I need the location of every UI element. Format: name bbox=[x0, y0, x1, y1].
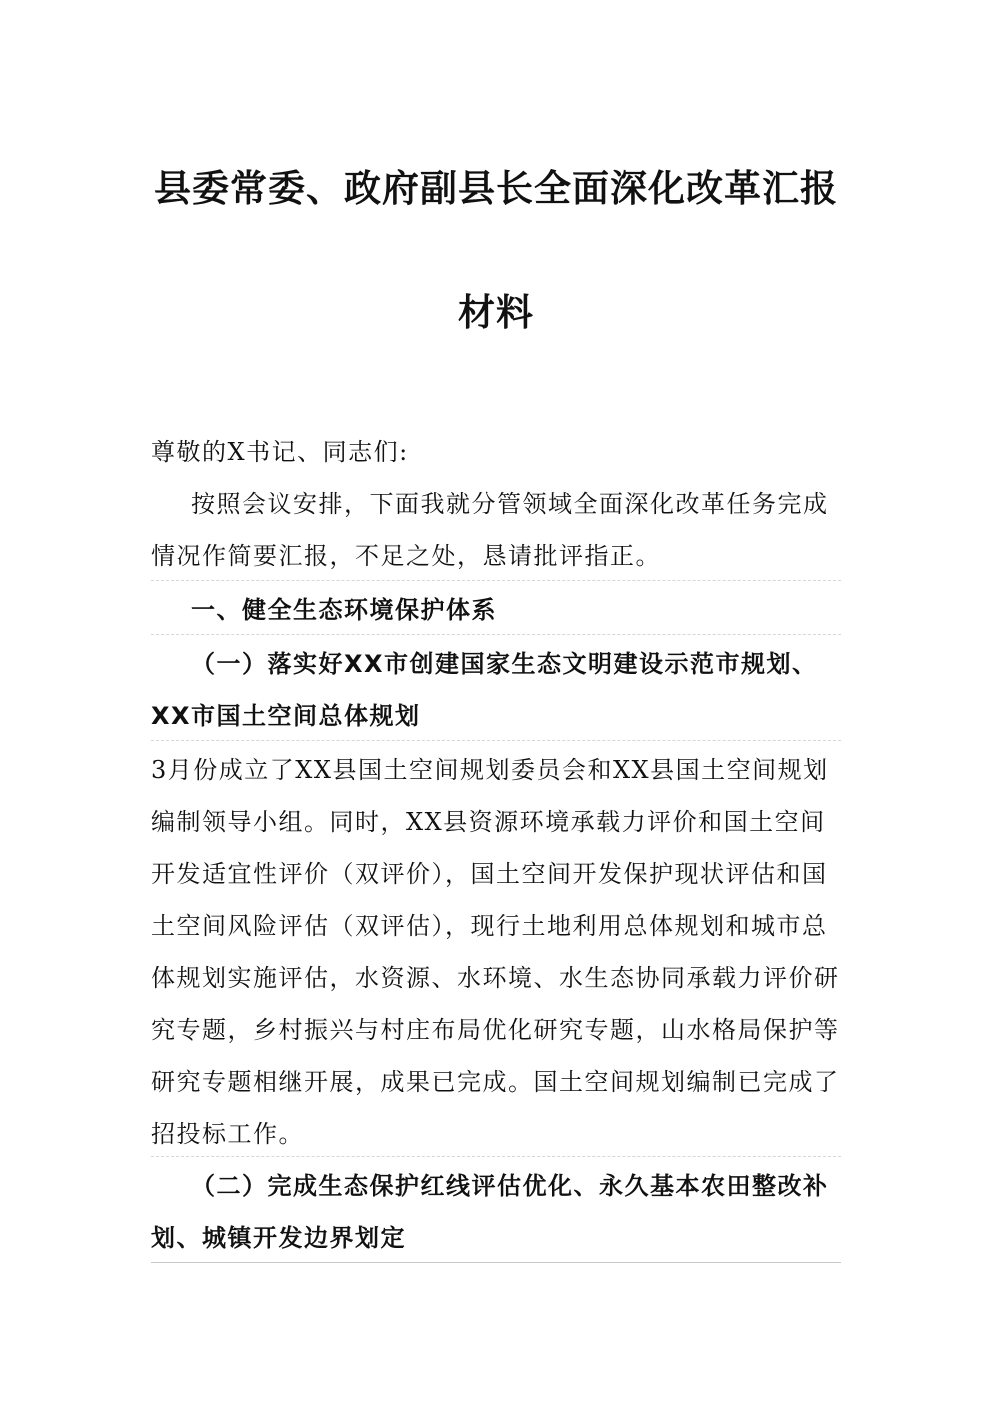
document-title-line-2: 材料 bbox=[458, 291, 534, 334]
divider bbox=[151, 580, 841, 581]
subsection-1-body: 3月份成立了XX县国土空间规划委员会和XX县国土空间规划编制领导小组。同时，XX县资源环境承载力评价和国土空间开发适宜性评价（双评价），国土空间开发保护现状评估和国土空间风险评估（双评估），现行土地利用总体规划和城市总体规划实施评估，水资源、水环境、水生态协同承载力评价研究专题，乡村振兴与村庄布局优化研究专题，山水格局保护等研究专题相继开展，成果已完成。国土空间规划编制已完成了招投标工作。 bbox=[151, 756, 840, 1148]
divider bbox=[151, 740, 841, 741]
subsection-2-heading: （二）完成生态保护红线评估优化、永久基本农田整改补划、城镇开发边界划定 bbox=[151, 1172, 829, 1252]
document-title-line-1: 县委常委、政府副县长全面深化改革汇报 bbox=[154, 167, 838, 210]
intro-paragraph: 按照会议安排，下面我就分管领域全面深化改革任务完成情况作简要汇报，不足之处，恳请批评指正。 bbox=[151, 490, 829, 570]
divider bbox=[151, 634, 841, 635]
divider bbox=[151, 1156, 841, 1157]
subsection-1-heading: （一）落实好XX市创建国家生态文明建设示范市规划、XX市国土空间总体规划 bbox=[151, 650, 818, 730]
salutation: 尊敬的X书记、同志们: bbox=[151, 438, 409, 466]
divider bbox=[151, 1262, 841, 1263]
section-1-heading: 一、健全生态环境保护体系 bbox=[191, 596, 497, 624]
